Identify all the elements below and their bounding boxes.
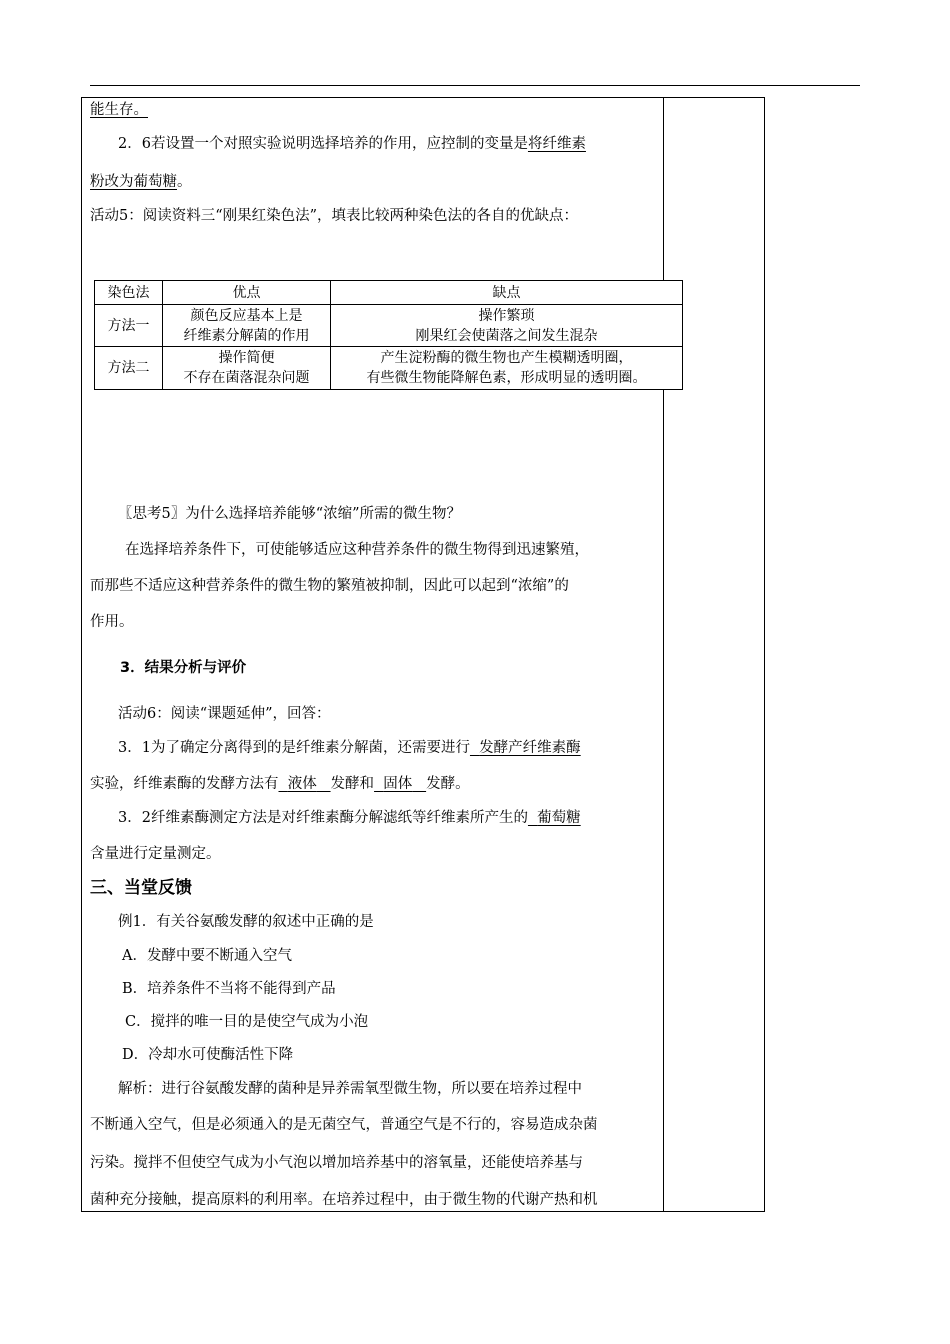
table-row: [95, 305, 683, 347]
table-row: [95, 347, 683, 390]
table-header-cell: 染色法: [95, 281, 163, 305]
think-question: 〖思考5〗为什么选择培养能够“浓缩”所需的微生物？: [118, 506, 462, 522]
text-line: 作用。: [90, 614, 134, 630]
analysis-line: 菌种充分接触，提高原料的利用率。在培养过程中，由于微生物的代谢产热和机: [90, 1192, 598, 1208]
pros-cell: 操作简便 不存在菌落混杂问题: [163, 347, 331, 390]
staining-method-table: [94, 280, 683, 390]
text-line: 而那些不适应这种营养条件的微生物的繁殖被抑制，因此可以起到“浓缩”的: [90, 578, 569, 594]
option-b: B．培养条件不当将不能得到产品: [122, 981, 336, 997]
text-line: 含量进行定量测定。: [90, 846, 221, 862]
table-header-row: [95, 281, 683, 305]
analysis-line: 解析：进行谷氨酸发酵的菌种是异养需氧型微生物，所以要在培养过程中: [118, 1081, 582, 1097]
cons-cell: 操作繁琐 刚果红会使菌落之间发生混杂: [331, 305, 683, 347]
section-heading: 三、当堂反馈: [90, 878, 192, 898]
text-line: 活动5：阅读资料三“刚果红染色法”，填表比较两种染色法的各自的优缺点：: [90, 208, 579, 224]
text-line: 粉改为葡萄糖。: [90, 174, 192, 190]
text-line: 2．6若设置一个对照实验说明选择培养的作用，应控制的变量是将纤维素: [118, 136, 586, 152]
text-line: 3．2纤维素酶测定方法是对纤维素酶分解滤纸等纤维素所产生的 葡萄糖: [118, 810, 581, 826]
text-line: 能生存。: [90, 102, 148, 118]
table-header-cell: 缺点: [331, 281, 683, 305]
option-a: A．发酵中要不断通入空气: [122, 948, 292, 964]
analysis-line: 污染。搅拌不但使空气成为小气泡以增加培养基中的溶氧量，还能使培养基与: [90, 1155, 583, 1171]
text-line: 活动6：阅读“课题延伸”，回答：: [118, 706, 331, 722]
text-line: 在选择培养条件下，可使能够适应这种营养条件的微生物得到迅速繁殖，: [125, 542, 589, 558]
method-cell: 方法一: [95, 305, 163, 347]
example-question: 例1．有关谷氨酸发酵的叙述中正确的是: [118, 914, 374, 930]
option-d: D．冷却水可使酶活性下降: [122, 1047, 294, 1063]
cons-cell: 产生淀粉酶的微生物也产生模糊透明圈， 有些微生物能降解色素，形成明显的透明圈。: [331, 347, 683, 390]
table-header-cell: 优点: [163, 281, 331, 305]
text-line: 3．1为了确定分离得到的是纤维素分解菌，还需要进行 发酵产纤维素酶: [118, 740, 581, 756]
analysis-line: 不断通入空气，但是必须通入的是无菌空气，普通空气是不行的，容易造成杂菌: [90, 1117, 598, 1133]
text-line: 实验，纤维素酶的发酵方法有 液体 发酵和 固体 发酵。: [90, 776, 470, 792]
pros-cell: 颜色反应基本上是 纤维素分解菌的作用: [163, 305, 331, 347]
section-heading: 3．结果分析与评价: [120, 660, 247, 676]
option-c: C．搅拌的唯一目的是使空气成为小泡: [125, 1014, 369, 1030]
margin-column-divider: [663, 97, 664, 1212]
method-cell: 方法二: [95, 347, 163, 390]
header-rule: [90, 85, 860, 86]
